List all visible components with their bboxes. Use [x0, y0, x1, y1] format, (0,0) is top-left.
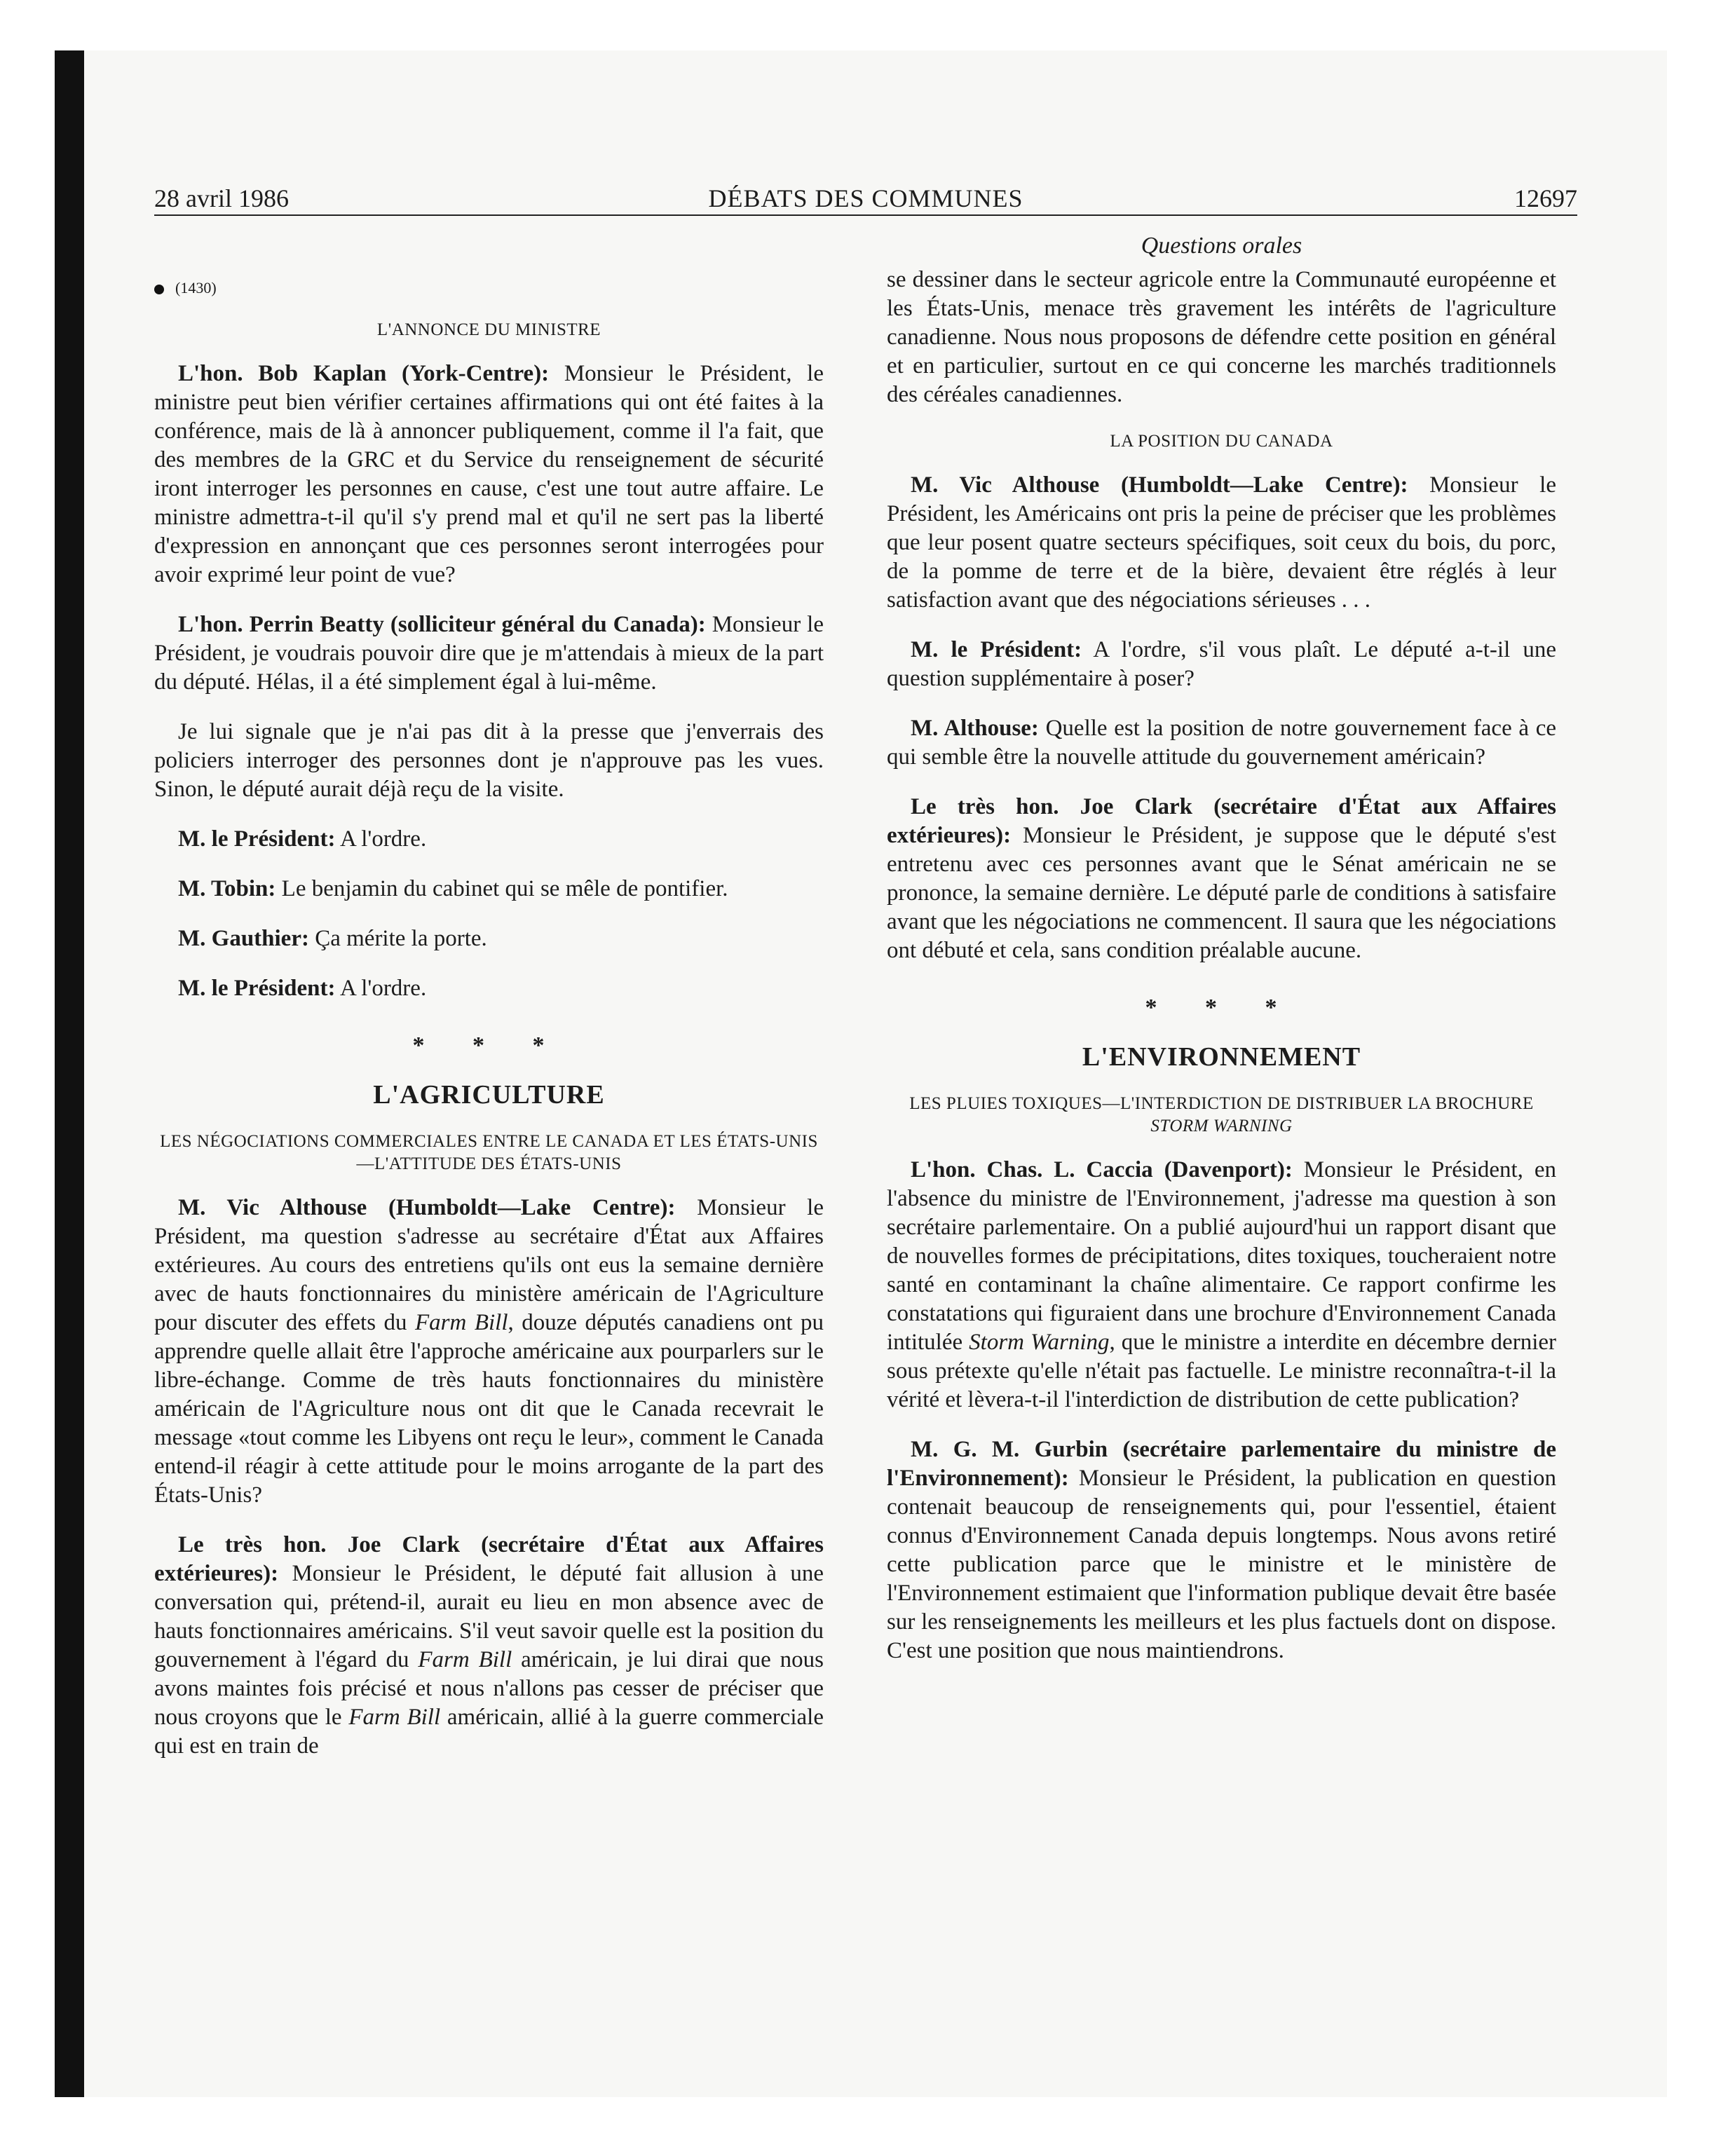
section-separator: * * * [1145, 995, 1298, 1021]
scan-edge [55, 50, 84, 2097]
paragraph-president-3 [887, 636, 1556, 693]
speaker: L'hon. Bob Kaplan (York-Centre): [178, 361, 550, 386]
speech-text: Monsieur le Président, en l'absence du ministre de l'Environnement, j'adresse ma question à son secrétaire parlementaire. On a publié aujourd'hui un rapport disant que de nouvelles formes de précipitations, dites toxiques, toucheraient notre santé en contaminant la chaîne alimentaire. Ce rapport confirme les constatations qui figuraient dans une brochure d'Environnement Canada intitulée [887, 1157, 1556, 1355]
speech-text: Quelle est la position de notre gouvernement face à ce qui semble être la nouvelle attitude du gouvernement américain? [887, 716, 1556, 770]
speaker: M. G. M. Gurbin (secrétaire parlementaire du ministre de l'Environnement): [887, 1437, 1556, 1491]
paragraph-continuation: se dessiner dans le secteur agricole entre la Communauté européenne et les États-Unis, menace très gravement les intérêts de l'agriculture canadienne. Nous nous proposons de défendre cette position en général et en particulier, surtout en ce qui concerne les marchés traditionnels des céréales canadiennes. [887, 267, 1556, 407]
speech-text: Monsieur le Président, ma question s'adresse au secrétaire d'État aux Affaires extérieures. Au cours des entretiens qu'ils ont eus la semaine dernière avec de hauts fonctionnaires du ministère américain de l'Agriculture pour discuter des effets du [154, 1195, 824, 1335]
heading-environnement: L'ENVIRONNEMENT [1082, 1042, 1361, 1072]
speech-text: Monsieur le Président, le député fait allusion à une conversation qui, prétend-il, aurait eu lieu en mon absence avec de hauts fonctionnaires américains. S'il veut savoir quelle est la position du gouvernement à l'égard du [154, 1561, 824, 1672]
subhead-negociations: LES NÉGOCIATIONS COMMERCIALES ENTRE LE CANADA ET LES ÉTATS-UNIS—L'ATTITUDE DES ÉTATS-UNIS [160, 1132, 818, 1173]
speech-text: A l'ordre. [335, 976, 427, 1001]
speech-text: Ça mérite la porte. [308, 926, 487, 951]
paragraph-althouse-2 [887, 471, 1556, 615]
italic-title: Farm Bill [415, 1310, 508, 1335]
speaker: Le très hon. Joe Clark (secrétaire d'État aux Affaires extérieures): [887, 794, 1556, 848]
paragraph-kaplan [154, 360, 824, 589]
speech-text: Monsieur le Président, je voudrais pouvoir dire que je m'attendais à mieux de la part du député. Hélas, il a été simplement égal à lui-même. [154, 612, 824, 695]
speech-text: américain, je lui dirai que nous avons maintes fois précisé et nous n'allons pas cesser de préciser que nous croyons que le [154, 1647, 824, 1730]
right-column [887, 231, 1556, 1686]
speech-text: Monsieur le Président, je suppose que le député s'est entretenu avec ces personnes avant que le Sénat américain ne se prononce, la semaine dernière. Le député parle de conditions à satisfaire avant que les négociations ne commencent. Il saura que les négociations ont débuté et cela, sans condition préalable aucune. [887, 823, 1556, 963]
speaker: Le très hon. Joe Clark (secrétaire d'État aux Affaires extérieures): [154, 1532, 824, 1586]
italic-title: STORM WARNING [1150, 1117, 1293, 1135]
speech-text: , douze députés canadiens ont pu apprendre quelle allait être l'approche américaine aux pourparlers sur le libre-échange. Comme de très hauts fonctionnaires du ministère américain de l'Agriculture nous ont dit que le Canada recevrait le message «tout comme les Libyens ont reçu le leur», comment le Canada entend-il réagir à cette attitude pour le moins arrogante de la part des États-Unis? [154, 1310, 824, 1508]
subhead-pluies [887, 1093, 1556, 1138]
paragraph-caccia [887, 1156, 1556, 1414]
paragraph-gauthier [154, 925, 824, 953]
paragraph-clark [154, 1531, 824, 1761]
speaker: M. Vic Althouse (Humboldt—Lake Centre): [911, 472, 1408, 498]
speaker: M. Gauthier: [178, 926, 309, 951]
time-marker-text: (1430) [175, 279, 217, 296]
header-date: 28 avril 1986 [154, 184, 289, 212]
speaker: L'hon. Perrin Beatty (solliciteur général du Canada): [178, 612, 706, 637]
header-title: DÉBATS DES COMMUNES [708, 184, 1023, 212]
italic-title: Farm Bill [418, 1647, 512, 1672]
speaker: M. Althouse: [911, 716, 1039, 741]
bullet-icon [154, 285, 164, 294]
speech-text: Monsieur le Président, la publication en question contenait beaucoup de renseignements qui, pour l'essentiel, étaient connus d'Environnement Canada depuis longtemps. Nous avons retiré cette publication parce que le ministre et le ministère de l'Environnement estimaient que l'information publique devait être basée sur les renseignements les meilleurs et les plus factuels dont on dispose. C'est une position que nous maintiendrons. [887, 1466, 1556, 1663]
paragraph-president [154, 825, 824, 854]
header-rule [154, 214, 1577, 216]
paragraph-beatty-cont: Je lui signale que je n'ai pas dit à la presse que j'enverrais des policiers interroger des personnes dont je n'approuve pas les vues. Sinon, le député aurait déjà reçu de la visite. [154, 719, 824, 802]
speaker: L'hon. Chas. L. Caccia (Davenport): [911, 1157, 1293, 1182]
speech-text: Le benjamin du cabinet qui se mêle de pontifier. [275, 876, 728, 901]
speech-text: A l'ordre, s'il vous plaît. Le député a-t-il une question supplémentaire à poser? [887, 637, 1556, 691]
paragraph-tobin [154, 875, 824, 903]
heading-agriculture: L'AGRICULTURE [373, 1080, 605, 1110]
subhead-text: LES PLUIES TOXIQUES—L'INTERDICTION DE DISTRIBUER LA BROCHURE [909, 1094, 1534, 1113]
paragraph-althouse-3 [887, 714, 1556, 772]
speaker: M. Tobin: [178, 876, 276, 901]
speaker: M. le Président: [911, 637, 1082, 662]
paragraph-gurbin [887, 1435, 1556, 1665]
speech-text: américain, allié à la guerre commerciale qui est en train de [154, 1705, 824, 1759]
left-column [154, 231, 824, 1782]
speech-text: A l'ordre. [335, 826, 427, 852]
speech-text: Monsieur le Président, le ministre peut bien vérifier certaines affirmations qui ont été faites à la conférence, mais de là à annoncer publiquement, comme il l'a fait, que des membres de la GRC et du Service du renseignement de sécurité iront interroger les personnes en cause, c'est une tout autre affaire. Le ministre admettra-t-il qu'il s'y prend mal et qu'il ne sert pas la liberté d'expression en annonçant que ces personnes seront interrogées pour avoir exprimé leur point de vue? [154, 361, 824, 587]
paragraph-president-2 [154, 974, 824, 1003]
speaker: M. le Président: [178, 826, 336, 852]
subhead-annonce: L'ANNONCE DU MINISTRE [376, 320, 601, 339]
section-separator: * * * [412, 1032, 566, 1058]
page-header [154, 184, 1577, 219]
speaker: M. le Président: [178, 976, 336, 1001]
speech-text: Monsieur le Président, les Américains ont pris la peine de préciser que les problèmes que leur posent quatre secteurs spécifiques, soit ceux du bois, du porc, de la pomme de terre et de la bière, devaient être réglés à leur satisfaction avant que des négociations sérieuses . . . [887, 472, 1556, 613]
speaker: M. Vic Althouse (Humboldt—Lake Centre): [178, 1195, 676, 1220]
header-page-number: 12697 [1514, 184, 1577, 212]
running-head: Questions orales [1141, 233, 1302, 259]
paragraph-althouse [154, 1194, 824, 1510]
time-marker [154, 273, 824, 302]
italic-title: Storm Warning [969, 1330, 1110, 1355]
paragraph-clark-2 [887, 793, 1556, 965]
italic-title: Farm Bill [348, 1705, 441, 1730]
speech-text: , que le ministre a interdite en décembre dernier sous prétexte qu'elle n'était pas factuelle. Le ministre reconnaîtra-t-il la vérité et lèvera-t-il l'interdiction de distribution de cette publication? [887, 1330, 1556, 1412]
paragraph-beatty [154, 610, 824, 697]
subhead-position: LA POSITION DU CANADA [1110, 432, 1333, 451]
